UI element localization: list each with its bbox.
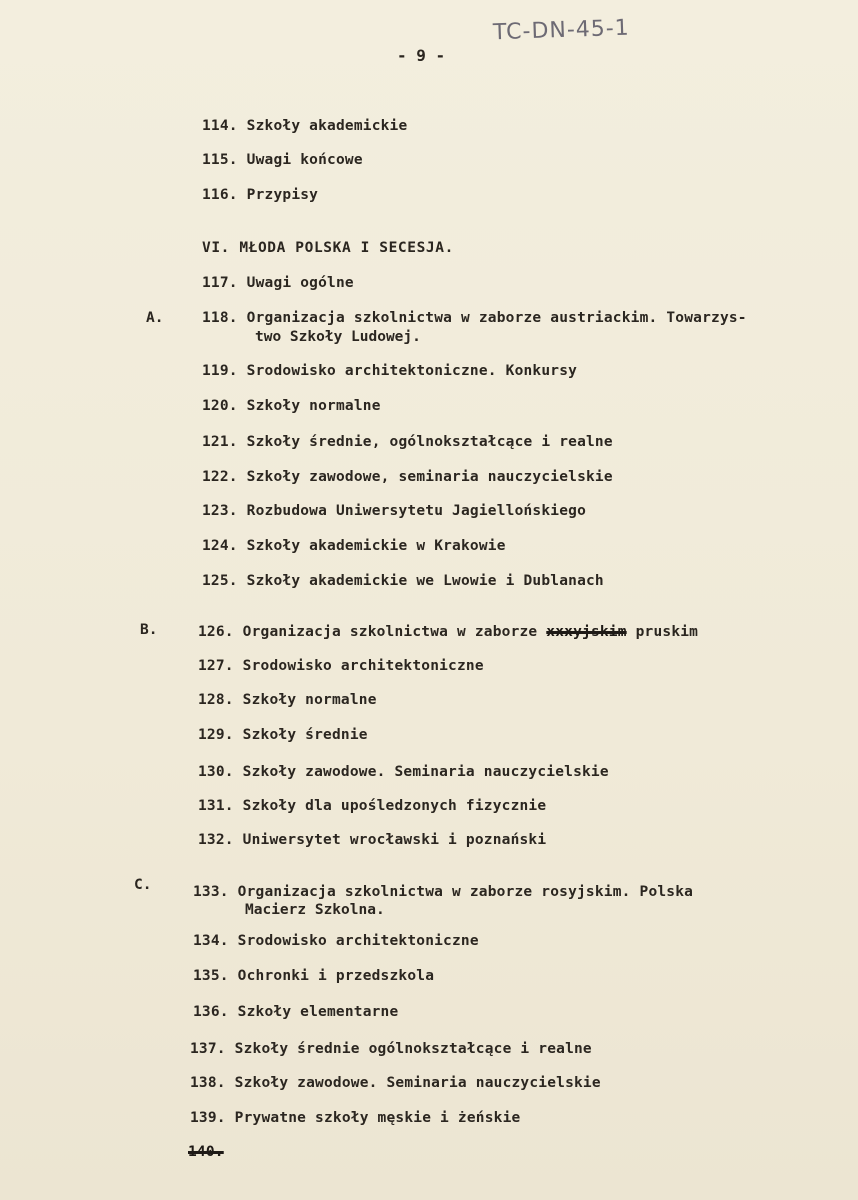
list-item: 119. Srodowisko architektoniczne. Konkursy <box>202 363 578 379</box>
list-item: 125. Szkoły akademickie we Lwowie i Dublanach <box>202 573 604 589</box>
page-number: - 9 - <box>397 46 446 65</box>
list-item: 127. Srodowisko architektoniczne <box>198 658 484 674</box>
list-item: 117. Uwagi ogólne <box>202 275 354 291</box>
struck-word: xxxyjskim <box>546 624 627 640</box>
archive-signature: TC-DN-45-1 <box>492 15 631 46</box>
list-item: 120. Szkoły normalne <box>202 398 381 414</box>
list-item-continuation: two Szkoły Ludowej. <box>255 329 421 345</box>
list-item-continuation: Macierz Szkolna. <box>245 902 385 918</box>
list-item: 137. Szkoły średnie ogólnokształcące i realne <box>190 1041 592 1057</box>
section-marker-b: B. <box>140 622 158 638</box>
list-item: 136. Szkoły elementarne <box>193 1004 399 1020</box>
struck-item-number: 140. <box>188 1144 224 1160</box>
list-item: 126. Organizacja szkolnictwa w zaborze xxxyjskim pruskim <box>198 624 699 640</box>
list-item: 114. Szkoły akademickie <box>202 118 408 134</box>
list-item: 134. Srodowisko architektoniczne <box>193 933 479 949</box>
list-item: 129. Szkoły średnie <box>198 727 368 743</box>
list-item: 130. Szkoły zawodowe. Seminaria nauczycielskie <box>198 764 609 780</box>
list-item: 124. Szkoły akademickie w Krakowie <box>202 538 506 554</box>
list-item: 128. Szkoły normalne <box>198 692 377 708</box>
list-item: 132. Uniwersytet wrocławski i poznański <box>198 832 547 848</box>
list-item <box>188 1144 224 1160</box>
list-item: 115. Uwagi końcowe <box>202 152 363 168</box>
list-item: 133. Organizacja szkolnictwa w zaborze rosyjskim. Polska <box>193 884 694 900</box>
chapter-heading: VI. MŁODA POLSKA I SECESJA. <box>202 240 454 256</box>
list-item: 135. Ochronki i przedszkola <box>193 968 435 984</box>
list-item: 122. Szkoły zawodowe, seminaria nauczycielskie <box>202 469 613 485</box>
list-item: 123. Rozbudowa Uniwersytetu Jagiellońskiego <box>202 503 587 519</box>
list-item: 121. Szkoły średnie, ogólnokształcące i realne <box>202 434 613 450</box>
list-item: 138. Szkoły zawodowe. Seminaria nauczycielskie <box>190 1075 601 1091</box>
list-item: 131. Szkoły dla upośledzonych fizycznie <box>198 798 547 814</box>
list-item: 139. Prywatne szkoły męskie i żeńskie <box>190 1110 521 1126</box>
section-marker-a: A. <box>146 310 164 326</box>
list-item: 116. Przypisy <box>202 187 319 203</box>
list-item: 118. Organizacja szkolnictwa w zaborze austriackim. Towarzys- <box>202 310 747 326</box>
section-marker-c: C. <box>134 877 152 893</box>
